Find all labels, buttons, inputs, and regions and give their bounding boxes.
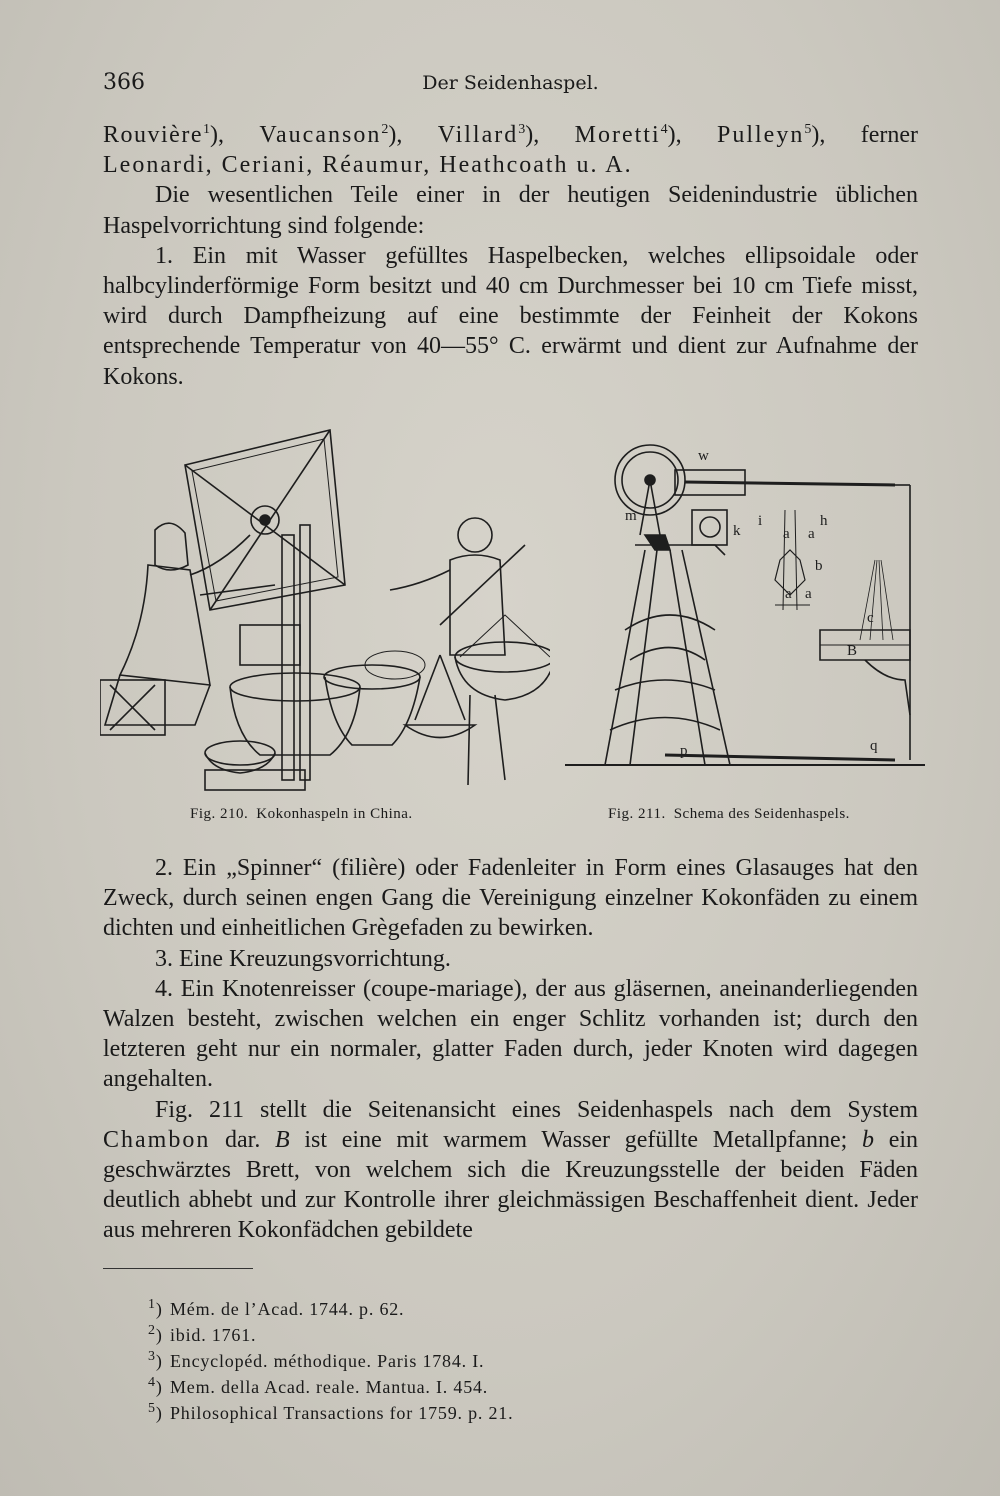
fig211-letter-b: b <box>815 558 823 574</box>
footnote-2: $^2$) ibid. 1761. <box>148 1323 257 1345</box>
footnote-mark: 3 <box>148 1349 156 1364</box>
figure-210-caption <box>190 806 413 823</box>
fig211-letter-a4: a <box>805 586 812 602</box>
paragraph-item-3: 3. Eine Kreuzungsvorrichtung. <box>155 945 451 972</box>
running-title: Der Seidenhaspel. <box>422 72 599 94</box>
figure-211-label: Fig. 211. <box>608 806 666 822</box>
running-head <box>103 70 918 100</box>
fig211-letter-w: w <box>698 448 709 464</box>
fig211-letter-c: c <box>867 610 874 626</box>
footnote-ref-5: 5 <box>804 122 812 137</box>
letter-B-ref: B <box>275 1126 290 1153</box>
paragraph-names: Rouvière$^1$), Vaucanson$^2$), Villard$^3$), Moretti$^4$), Pulleyn$^5$), ferner <box>103 122 918 148</box>
page-number: 366 <box>103 70 145 95</box>
paragraph-item-4: 4. Ein Knotenreisser (coupe-mariage), der aus gläsernen, aneinanderliegenden Walzen besteht, zwischen welchen ein enger Schlitz vorhanden ist; durch den letzteren geht nur ein normaler, glatter Faden durch, jeder Knoten wird dagegen angehalten. <box>103 975 918 1093</box>
fig211-letter-a2: a <box>808 526 815 542</box>
footnote-mark: 5 <box>148 1401 156 1416</box>
fig211-text-c: ist eine mit warmem Wasser gefüllte Metallpfanne; <box>304 1126 848 1153</box>
footnote-ref-4: 4 <box>660 122 668 137</box>
paragraph-item-2: 2. Ein „Spinner“ (filière) oder Fadenleiter in Form eines Glasauges hat den Zweck, durch seinen engen Gang die Vereinigung einzelner Kokonfäden zu einem dichten und einheitlichen Grègefaden zu bewirken. <box>103 855 918 942</box>
fig211-letter-p: p <box>680 743 688 759</box>
footnote-rule <box>103 1268 253 1269</box>
footnote-text: Mem. della Acad. reale. Mantua. I. 454. <box>170 1377 489 1397</box>
name-moretti: Moretti <box>574 122 661 148</box>
name-chambon: Chambon <box>103 1126 211 1153</box>
figure-211-schematic <box>565 430 925 785</box>
fig211-text-d: ein geschwärztes Brett, von welchem sich die Kreuzungsstelle der beiden Fäden deutlich abhebt und zur Kontrolle ihrer gleichmässigen Beschaffenheit dient. Jeder aus mehreren Kokonfädchen gebildete <box>103 1126 919 1244</box>
text-block-bottom <box>103 853 918 1246</box>
figure-211-caption <box>608 806 850 823</box>
figure-211-caption-text: Schema des Seidenhaspels. <box>673 806 850 822</box>
figure-210-caption-text: Kokonhaspeln in China. <box>256 806 413 822</box>
name-villard: Villard <box>437 122 519 148</box>
man-with-baskets-figure <box>390 518 550 785</box>
fig211-text-b: dar. <box>225 1126 261 1153</box>
fig211-text-a: Fig. 211 stellt die Seitenansicht eines Seidenhaspels nach dem System <box>155 1096 918 1123</box>
footnote-mark: 2 <box>148 1323 156 1338</box>
paragraph-parts-intro: Die wesentlichen Teile einer in der heutigen Seidenindustrie üblichen Haspelvorrichtung sind folgende: <box>103 182 918 239</box>
fig211-letter-q: q <box>870 738 878 754</box>
fig211-letter-h: h <box>820 513 828 529</box>
figure-210-illustration <box>100 425 550 795</box>
paragraph-item-1: 1. Ein mit Wasser gefülltes Haspelbecken, welches ellipsoidale oder halbcylinderförmige Form besitzt und 40 cm Durchmesser bei 10 cm Tiefe misst, wird durch Dampfheizung auf eine bestimmte der Feinheit der Kokons entsprechende Temperatur von 40—55° C. erwärmt und dient zur Aufnahme der Kokons. <box>103 242 918 390</box>
paragraph-names-line2: Leonardi, Ceriani, Réaumur, Heathcoath u. A. <box>103 152 633 179</box>
footnote-text: ibid. 1761. <box>170 1325 257 1345</box>
footnote-text: Philosophical Transactions for 1759. p. 21. <box>170 1403 514 1423</box>
name-pulleyn: Pulleyn <box>717 122 805 148</box>
footnote-mark: 4 <box>148 1375 156 1390</box>
fig211-letter-i: i <box>758 513 763 529</box>
footnote-1: $^1$) Mém. de l’Acad. 1744. p. 62. <box>148 1297 405 1319</box>
fig211-letter-m: m <box>625 508 637 524</box>
lever-rod <box>665 755 895 760</box>
fig211-letter-k: k <box>733 523 741 539</box>
paragraph-fig-211-description <box>103 1095 918 1246</box>
word-ferner: ferner <box>860 122 918 148</box>
fig211-letter-a3: a <box>785 586 792 602</box>
fig211-letter-B: B <box>847 643 858 659</box>
footnote-5: $^5$) Philosophical Transactions for 1759. p. 21. <box>148 1401 514 1423</box>
drive-shaft <box>675 470 910 760</box>
name-rouviere: Rouvière <box>103 122 203 148</box>
footnote-4: $^4$) Mem. della Acad. reale. Mantua. I. 454. <box>148 1375 489 1397</box>
letter-b-ref: b <box>862 1126 874 1153</box>
fig211-letter-a1: a <box>783 526 790 542</box>
footnote-ref-3: 3 <box>518 122 526 137</box>
basin-B <box>820 560 910 715</box>
reel-frame <box>185 430 345 780</box>
footnote-ref-1: 1 <box>202 122 210 137</box>
woman-spinner-figure <box>100 523 275 735</box>
figure-210-label: Fig. 210. <box>190 806 249 822</box>
footnote-ref-2: 2 <box>381 122 389 137</box>
footnote-mark: 1 <box>148 1297 156 1312</box>
text-block-top <box>103 120 918 392</box>
footnote-text: Mém. de l’Acad. 1744. p. 62. <box>170 1299 405 1319</box>
footnotes <box>148 1296 848 1426</box>
machine-stand <box>565 535 925 765</box>
name-vaucanson: Vaucanson <box>259 122 382 148</box>
footnote-text: Encyclopéd. méthodique. Paris 1784. I. <box>170 1351 485 1371</box>
footnote-3: $^3$) Encyclopéd. méthodique. Paris 1784. I. <box>148 1349 485 1371</box>
cocoon-basins <box>205 625 425 790</box>
